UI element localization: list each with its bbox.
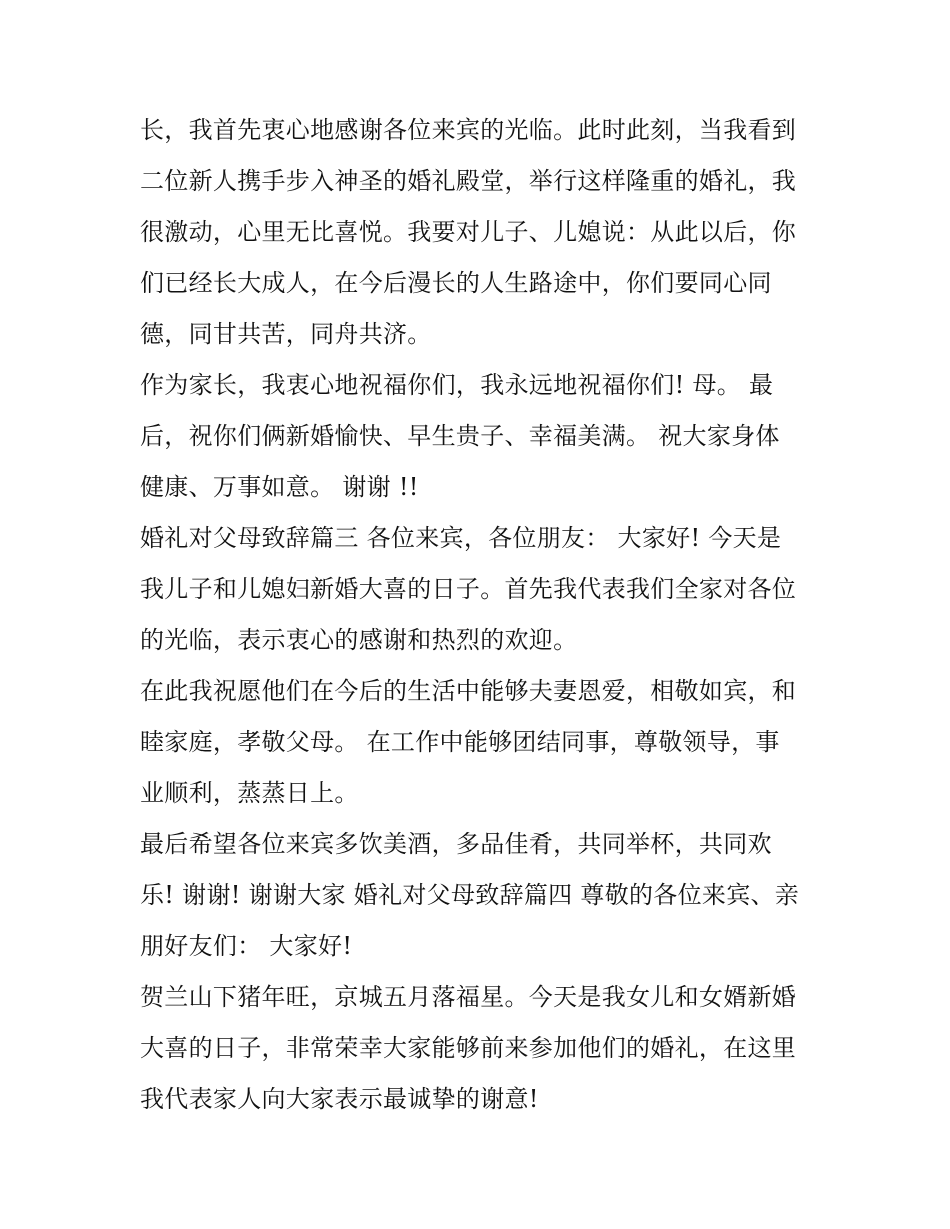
- text-line: 健康、万事如意。 谢谢 !!: [140, 473, 419, 501]
- text-line: 我代表家人向大家表示最诚挚的谢意!: [140, 1085, 539, 1113]
- text-line: 婚礼对父母致辞篇三 各位来宾，各位朋友： 大家好! 今天是: [140, 524, 782, 552]
- text-line: 德，同甘共苦，同舟共济。: [140, 320, 432, 348]
- text-line: 贺兰山下猪年旺，京城五月落福星。今天是我女儿和女婿新婚: [140, 983, 797, 1011]
- text-line: 长，我首先衷心地感谢各位来宾的光临。此时此刻，当我看到: [140, 116, 797, 144]
- text-line: 朋好友们： 大家好!: [140, 932, 353, 960]
- text-line: 的光临，表示衷心的感谢和热烈的欢迎。: [140, 626, 578, 654]
- text-line: 后，祝你们俩新婚愉快、早生贵子、幸福美满。 祝大家身体: [140, 422, 780, 450]
- text-line: 业顺利，蒸蒸日上。: [140, 779, 359, 807]
- text-line: 作为家长，我衷心地祝福你们，我永远地祝福你们! 母。 最: [140, 371, 774, 399]
- text-line: 最后希望各位来宾多饮美酒，多品佳肴，共同举杯，共同欢: [140, 830, 772, 858]
- text-line: 乐! 谢谢! 谢谢大家 婚礼对父母致辞篇四 尊敬的各位来宾、亲: [140, 881, 800, 909]
- body-text: [140, 105, 820, 1125]
- text-line: 睦家庭，孝敬父母。 在工作中能够团结同事，尊敬领导，事: [140, 728, 780, 756]
- text-line: 大喜的日子，非常荣幸大家能够前来参加他们的婚礼，在这里: [140, 1034, 797, 1062]
- text-line: 在此我祝愿他们在今后的生活中能够夫妻恩爱，相敬如宾，和: [140, 677, 797, 705]
- text-line: 我儿子和儿媳妇新婚大喜的日子。首先我代表我们全家对各位: [140, 575, 797, 603]
- text-line: 很激动，心里无比喜悦。我要对儿子、儿媳说：从此以后，你: [140, 218, 797, 246]
- text-line: 们已经长大成人，在今后漫长的人生路途中，你们要同心同: [140, 269, 772, 297]
- text-line: 二位新人携手步入神圣的婚礼殿堂，举行这样隆重的婚礼，我: [140, 167, 797, 195]
